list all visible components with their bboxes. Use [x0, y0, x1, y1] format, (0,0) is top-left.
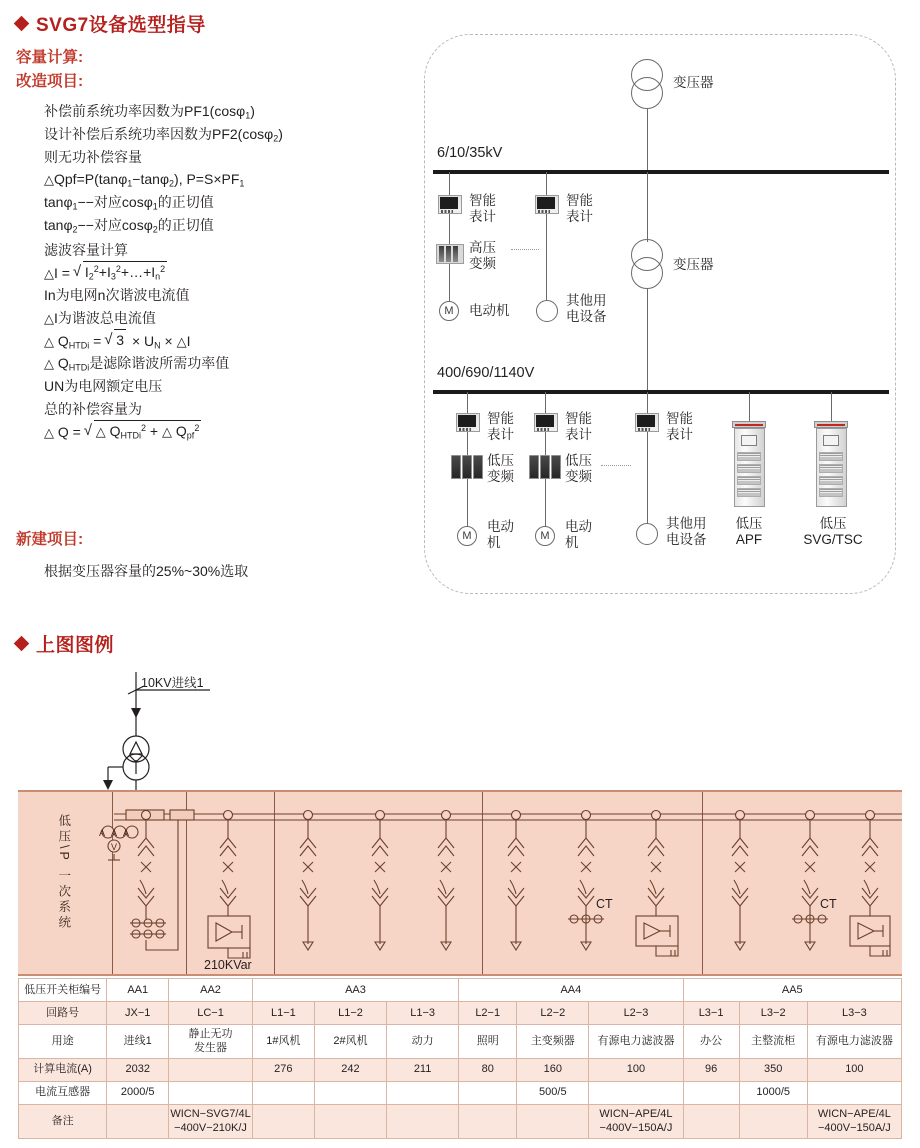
lv-meter-label-1: 智能 表计	[487, 411, 514, 443]
usage-1-l2: 发生器	[194, 1042, 228, 1055]
f6-sub2: 2	[152, 224, 158, 235]
f15-eq: Q =	[57, 423, 85, 440]
f4-b: −tan	[132, 171, 160, 188]
cell-circuit-5: L2−1	[459, 1002, 517, 1025]
cell-current-6: 160	[517, 1058, 589, 1081]
rowhead-cabinet: 低压开关柜编号	[19, 979, 107, 1002]
cell-usage-10: 有源电力滤波器	[807, 1025, 901, 1059]
formula-line-13: UN为电网额定电压	[44, 378, 163, 395]
formula-line-10	[44, 307, 416, 330]
cell-ct-2	[252, 1081, 314, 1104]
table-row-ct	[19, 1081, 902, 1104]
section-heading-svg7	[16, 10, 206, 37]
equipment-spec-table	[18, 978, 902, 1139]
capacity-heading: 容量计算:	[16, 49, 84, 66]
cell-usage-2: 1#风机	[252, 1025, 314, 1059]
apf-display	[741, 435, 757, 446]
section-heading-legend	[16, 630, 114, 657]
meter-screen-2	[537, 197, 555, 209]
cell-remark-5	[459, 1104, 517, 1138]
sld-feeders	[102, 811, 890, 959]
delta-glyph-2: △	[44, 265, 54, 281]
cell-circuit-8: L3−1	[683, 1002, 739, 1025]
wire-xfmr2-to-lvbus	[647, 289, 648, 391]
f2-sub: 2	[273, 133, 279, 144]
cell-remark-6	[517, 1104, 589, 1138]
apf-vent-4	[737, 488, 761, 497]
hv-other-load-label: 其他用 电设备	[566, 293, 607, 325]
cell-usage-8: 办公	[683, 1025, 739, 1059]
remark-10-l2: −400V−150A/J	[817, 1122, 891, 1135]
cell-ct-0: 2000/5	[107, 1081, 169, 1104]
hv-motor-label: 电动机	[469, 303, 510, 318]
meter-buttons-5	[638, 428, 650, 431]
f1-pre: 补偿前系统功率因数为PF1(cos	[44, 103, 237, 120]
ct-label-1: CT	[596, 897, 613, 911]
cell-ct-6: 500/5	[517, 1081, 589, 1104]
f5-b: −−对应cos	[77, 194, 144, 211]
newbuild-block	[16, 528, 416, 581]
svg-kvar-label: 210KVar	[204, 958, 252, 972]
f12-tail: 是滤除谐波所需功率值	[89, 355, 230, 372]
motor-icon-hv: M	[439, 301, 459, 321]
cell-usage-7: 有源电力滤波器	[589, 1025, 683, 1059]
cell-circuit-6: L2−2	[517, 1002, 589, 1025]
table-row-current	[19, 1058, 902, 1081]
cell-current-5: 80	[459, 1058, 517, 1081]
sld-feeder-L2-1	[508, 811, 524, 951]
sld-feeder-L3-2	[792, 811, 828, 951]
remark-10-l1: WICN−APE/4L	[817, 1107, 891, 1120]
cell-current-10: 100	[807, 1058, 901, 1081]
ct-label-2: CT	[820, 897, 837, 911]
rowhead-remark: 备注	[19, 1104, 107, 1138]
formula-line-2	[44, 123, 416, 146]
lv-drive2-unit-c	[551, 455, 561, 479]
lv-drive-unit-b	[462, 455, 472, 479]
lv-drive2-unit-a	[529, 455, 539, 479]
f5-c: 的正切值	[157, 194, 214, 211]
ammeter-a2-text: A	[110, 828, 118, 838]
rowhead-current: 计算电流(A)	[19, 1058, 107, 1081]
f4-c: ), P=S×PF	[174, 171, 240, 188]
wire-lv-svg	[831, 392, 832, 421]
smart-meter-icon-hv1	[438, 195, 462, 214]
transformer-label-1: 变压器	[673, 75, 714, 90]
smart-meter-icon-lv3	[635, 413, 659, 432]
cell-circuit-7: L2−3	[589, 1002, 683, 1025]
f12-q: Q	[57, 355, 69, 372]
apf-cap-stripe	[735, 424, 763, 426]
sld-feeder-L3-1	[732, 811, 748, 951]
smart-meter-icon-lv1	[456, 413, 480, 432]
formula-line-1	[44, 100, 416, 123]
delta-glyph-8: △	[95, 423, 106, 439]
meter-buttons-2	[538, 210, 550, 213]
f2-phi: φ	[264, 125, 274, 142]
table-row-cabinet	[19, 979, 902, 1002]
cell-remark-10	[807, 1104, 901, 1138]
bus-lv-label: 400/690/1140V	[437, 365, 535, 381]
formula-line-14: 总的补偿容量为	[44, 400, 142, 417]
lv-motor-label-1: 电动 机	[487, 519, 514, 551]
cell-usage-5: 照明	[459, 1025, 517, 1059]
bus-hv-label: 6/10/35kV	[437, 145, 503, 161]
f6-sub1: 2	[72, 224, 78, 235]
lv-svg-cabinet-icon	[814, 421, 848, 507]
meter-buttons-3	[459, 428, 471, 431]
newbuild-body: 根据变压器容量的25%~30%选取	[44, 563, 249, 580]
delta-glyph-9: △	[162, 423, 173, 439]
lv-drive-icon-2	[529, 455, 561, 479]
f4-sub1: 1	[127, 178, 133, 189]
apf-converter-box-L2-3	[636, 916, 678, 946]
lv-drive2-unit-b	[540, 455, 550, 479]
cell-ct-1	[169, 1081, 253, 1104]
delta-glyph-7: △	[44, 424, 54, 440]
wire-xfmr1-to-hvbus	[647, 109, 648, 171]
wire-hvbus-to-xfmr2	[647, 172, 648, 242]
cell-usage-3: 2#风机	[314, 1025, 386, 1059]
ammeter-a1-text: A	[98, 828, 106, 838]
lv-meter-label-3: 智能 表计	[666, 411, 693, 443]
cell-current-7: 100	[589, 1058, 683, 1081]
f1-sub: 1	[245, 110, 251, 121]
cell-remark-4	[387, 1104, 459, 1138]
motor-icon-lv1: M	[457, 526, 477, 546]
formula-line-5	[44, 191, 416, 214]
delta-glyph-4: △	[44, 333, 54, 349]
sld-node-aa1	[142, 811, 151, 820]
svg-converter-box-aa2	[208, 916, 250, 948]
f6-a: tan	[44, 217, 64, 234]
f6-b: −−对应cos	[77, 217, 144, 234]
hv-drive-icon	[436, 244, 464, 264]
diamond-bullet-icon-2	[14, 636, 30, 652]
sld-node-aa2	[224, 811, 233, 820]
voltmeter-text: V	[110, 842, 118, 852]
cell-remark-9	[739, 1104, 807, 1138]
cell-usage-1	[169, 1025, 253, 1059]
cell-current-1	[169, 1058, 253, 1081]
panel-vertical-label: 低压\P 一次系统	[56, 814, 71, 932]
apf-vent-3	[737, 476, 761, 485]
f6-phi2: φ	[143, 217, 153, 234]
bus-hv	[433, 170, 889, 174]
cell-remark-2	[252, 1104, 314, 1138]
cell-cabinet-aa5: AA5	[683, 979, 901, 1002]
single-line-diagram-panel	[18, 790, 902, 976]
section-title-text-2: 上图图例	[36, 635, 115, 656]
incoming-line-label: 10KV进线1	[141, 676, 204, 690]
remark-7-l2: −400V−150A/J	[599, 1122, 673, 1135]
cell-ct-8	[683, 1081, 739, 1104]
cell-cabinet-aa2: AA2	[169, 979, 253, 1002]
sld-schematic-svg	[18, 792, 902, 978]
cell-usage-6: 主变频器	[517, 1025, 589, 1059]
lv-drive-unit-a	[451, 455, 461, 479]
f6-c: 的正切值	[157, 217, 214, 234]
meter-screen-4	[536, 415, 554, 427]
delta-glyph-5: △	[176, 333, 187, 349]
cell-current-0: 2032	[107, 1058, 169, 1081]
sld-feeder-L1-1	[300, 811, 316, 951]
lv-drive-unit-c	[473, 455, 483, 479]
f2-pre: 设计补偿后系统功率因数为PF2(cos	[44, 125, 265, 142]
cell-current-4: 211	[387, 1058, 459, 1081]
rowhead-ct: 电流互感器	[19, 1081, 107, 1104]
f1-post: )	[250, 103, 255, 120]
cell-ct-9: 1000/5	[739, 1081, 807, 1104]
radical-harmonic	[74, 262, 169, 285]
cell-cabinet-aa3: AA3	[252, 979, 458, 1002]
cell-ct-3	[314, 1081, 386, 1104]
incoming-transformer-diagram	[0, 672, 920, 790]
f10-text: I为谐波总电流值	[54, 309, 156, 326]
cell-circuit-2: L1−1	[252, 1002, 314, 1025]
apf-converter-box-L3-3	[850, 916, 890, 946]
usage-1-l1: 静止无功	[188, 1028, 233, 1040]
f5-sub1: 1	[72, 201, 78, 212]
svg-display	[823, 435, 839, 446]
cell-current-9: 350	[739, 1058, 807, 1081]
hv-meter-label-1: 智能 表计	[469, 193, 496, 225]
ammeter-a3-text: A	[122, 828, 130, 838]
cell-current-2: 276	[252, 1058, 314, 1081]
radical-bar: $I_2^2+I_3^2+\dots+I_n^2$	[83, 261, 167, 284]
transformer-label-2: 变压器	[673, 257, 714, 272]
hv-drive-seg-3	[453, 246, 458, 262]
formula-line-6	[44, 214, 416, 237]
rowhead-circuit: 回路号	[19, 1002, 107, 1025]
cell-circuit-3: L1−2	[314, 1002, 386, 1025]
capacity-calculation-block	[16, 46, 416, 443]
f4-sub3: 1	[239, 178, 245, 189]
lv-other-load-label: 其他用 电设备	[666, 516, 707, 548]
f1-phi: φ	[236, 103, 246, 120]
apf-vent-2	[737, 464, 761, 473]
cell-circuit-9: L3−2	[739, 1002, 807, 1025]
delta-glyph: △	[44, 172, 54, 188]
sld-breaker-up2-aa1	[138, 846, 154, 856]
table-row-circuit	[19, 1002, 902, 1025]
f11-di: I	[186, 332, 191, 349]
lv-drive-label-1: 低压 变频	[487, 453, 514, 485]
meter-buttons-4	[537, 428, 549, 431]
hv-meter-label-2: 智能 表计	[566, 193, 593, 225]
delta-glyph-6: △	[44, 356, 54, 372]
cell-ct-5	[459, 1081, 517, 1104]
lv-drive-icon-1	[451, 455, 483, 479]
dotted-connector-hv	[511, 249, 539, 250]
formula-line-11: △ $Q_{HTDi}$ = √ $3 \times U_N$ × △I	[44, 330, 416, 353]
lv-svg-label: 低压 SVG/TSC	[803, 516, 863, 548]
f4-sub2: 2	[169, 178, 175, 189]
radical-3	[105, 330, 128, 352]
motor-icon-lv2: M	[535, 526, 555, 546]
table-row-usage	[19, 1025, 902, 1059]
hv-drive-seg-2	[446, 246, 451, 262]
cell-remark-7	[589, 1104, 683, 1138]
meter-screen-5	[637, 415, 655, 427]
rowhead-usage: 用途	[19, 1025, 107, 1059]
other-load-icon-lv	[636, 523, 658, 545]
f5-sub2: 1	[152, 201, 158, 212]
bus-lv	[433, 390, 889, 394]
f5-phi2: φ	[143, 194, 153, 211]
f4-phi2: φ	[159, 171, 170, 188]
sld-feeder-L1-2	[372, 811, 388, 951]
f12-sub: HTDi	[68, 362, 90, 373]
formula-line-12	[44, 352, 416, 375]
formula-line-8	[44, 262, 416, 285]
cell-ct-10	[807, 1081, 901, 1104]
cell-remark-1	[169, 1104, 253, 1138]
retrofit-heading: 改造项目:	[16, 73, 84, 91]
remark-7-l1: WICN−APE/4L	[599, 1107, 673, 1120]
cell-ct-4	[387, 1081, 459, 1104]
diamond-bullet-icon	[14, 16, 30, 32]
transformer-hv-icon	[631, 59, 663, 109]
f11-subn: N	[154, 339, 161, 350]
transformer-lv-icon	[631, 239, 663, 289]
cell-remark-8	[683, 1104, 739, 1138]
formula-line-9: In为电网n次谐波电流值	[44, 287, 190, 304]
lv-drive-label-2: 低压 变频	[565, 453, 592, 485]
sld-feeder-L2-2	[568, 811, 604, 951]
f6-phi1: φ	[63, 217, 73, 234]
transformer-coil-bottom	[631, 77, 663, 109]
meter-buttons	[441, 210, 453, 213]
hv-drive-label: 高压 变频	[469, 240, 496, 272]
f11-sub: HTDi	[68, 339, 90, 350]
f5-a: tan	[44, 194, 64, 211]
remark-1-l2: −400V−210K/J	[174, 1122, 247, 1135]
cell-cabinet-aa1: AA1	[107, 979, 169, 1002]
lv-apf-label: 低压 APF	[735, 516, 763, 548]
sld-feeder-L1-3	[438, 811, 454, 951]
transformer2-coil-bottom	[631, 257, 663, 289]
radical-bar-total: △ $Q_{HTDi}^2$ + △ $Q_{pf}^2$	[94, 420, 202, 443]
meter-screen-3	[458, 415, 476, 427]
section-title-text: SVG7设备选型指导	[36, 15, 206, 36]
formula-line-3: 则无功补偿容量	[44, 148, 142, 165]
dotted-connector-lv	[601, 465, 631, 466]
f4-a: Qpf=P(tan	[54, 171, 119, 188]
wire-lv-apf	[749, 392, 750, 421]
apf-vent-1	[737, 452, 761, 461]
formula-line-15	[44, 421, 416, 444]
formula-line-7: 滤波容量计算	[44, 241, 128, 258]
cell-usage-9: 主整流柜	[739, 1025, 807, 1059]
sld-feeder-L2-3	[636, 811, 678, 957]
sld-incoming-bus-box-2	[170, 810, 194, 820]
cell-remark-3	[314, 1104, 386, 1138]
cell-circuit-1: LC−1	[169, 1002, 253, 1025]
radical-bar-3: 3	[114, 329, 126, 351]
smart-meter-icon-lv2	[534, 413, 558, 432]
lv-apf-cabinet-icon	[732, 421, 766, 507]
newbuild-heading: 新建项目:	[16, 531, 84, 548]
cell-circuit-0: JX−1	[107, 1002, 169, 1025]
f8-lead: I =	[54, 264, 74, 281]
cell-remark-0	[107, 1104, 169, 1138]
smart-meter-icon-hv2	[535, 195, 559, 214]
svg-cap-stripe	[817, 424, 845, 426]
remark-1-l1: WICN−SVG7/4L	[170, 1107, 251, 1120]
cell-circuit-10: L3−3	[807, 1002, 901, 1025]
hv-drive-seg-1	[439, 246, 444, 262]
f2-post: )	[278, 125, 283, 142]
lv-meter-label-2: 智能 表计	[565, 411, 592, 443]
f4-phi1: φ	[118, 171, 128, 188]
power-system-diagram	[424, 34, 896, 594]
incoming-arrow-icon	[131, 708, 141, 718]
radical-total	[85, 421, 204, 444]
cell-ct-7	[589, 1081, 683, 1104]
cell-circuit-4: L1−3	[387, 1002, 459, 1025]
cell-cabinet-aa4: AA4	[459, 979, 683, 1002]
meter-screen	[440, 197, 458, 209]
other-load-icon-hv	[536, 300, 558, 322]
formula-line-4	[44, 168, 416, 191]
cell-current-8: 96	[683, 1058, 739, 1081]
f11-q: Q	[57, 332, 69, 349]
sld-instruments-aa1	[102, 826, 138, 860]
table-row-remark	[19, 1104, 902, 1138]
f5-phi1: φ	[63, 194, 73, 211]
delta-symbol	[130, 742, 142, 754]
sld-feeder-L3-3	[850, 811, 890, 957]
cell-current-3: 242	[314, 1058, 386, 1081]
wire-hv-feeder2	[546, 172, 547, 308]
sld-ct-cluster-aa1	[130, 919, 166, 938]
cell-usage-4: 动力	[387, 1025, 459, 1059]
earth-arrow-icon	[103, 780, 113, 790]
cell-usage-0: 进线1	[107, 1025, 169, 1059]
lv-motor-label-2: 电动 机	[565, 519, 592, 551]
delta-glyph-3: △	[44, 310, 54, 326]
wire-hv-feeder1	[449, 172, 450, 308]
